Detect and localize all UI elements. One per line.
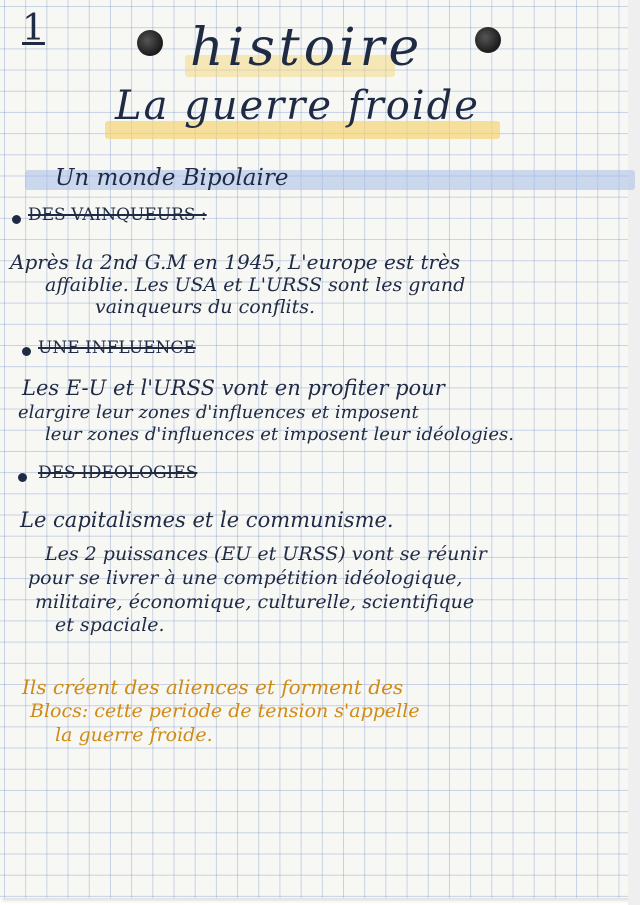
conclusion-line-3: la guerre froide. — [55, 724, 213, 746]
conclusion-line-1: Ils créent des aliences et forment des — [22, 675, 404, 699]
section-3-line-4: militaire, économique, culturelle, scientifique — [35, 591, 475, 613]
section-heading-2: UNE INFLUENCE — [38, 338, 196, 358]
bullet-3 — [18, 473, 27, 482]
section-heading-3: DES IDEOLOGIES — [38, 463, 198, 483]
section-3-line-2: Les 2 puissances (EU et URSS) vont se réunir — [45, 543, 487, 565]
page-title: La guerre froide — [115, 83, 480, 129]
section-1-line-3: vainqueurs du conflits. — [95, 296, 316, 318]
section-1-line-1: Après la 2nd G.M en 1945, L'europe est très — [10, 250, 461, 274]
bullet-2 — [22, 347, 31, 356]
section-1-line-2: affaiblie. Les USA et L'URSS sont les grand — [45, 274, 466, 296]
subject-heading: histoire — [190, 18, 424, 78]
subtitle: Un monde Bipolaire — [55, 165, 289, 191]
punch-hole-right — [475, 27, 501, 53]
bullet-1 — [12, 215, 21, 224]
page-number: 1 — [22, 8, 45, 49]
section-2-line-2: elargire leur zones d'influences et imposent — [18, 402, 419, 423]
section-2-line-3: leur zones d'influences et imposent leur idéologies. — [45, 424, 515, 445]
section-heading-1: DES VAINQUEURS : — [28, 205, 207, 225]
section-3-line-5: et spaciale. — [55, 614, 165, 636]
punch-hole-left — [137, 30, 163, 56]
section-3-line-3: pour se livrer à une compétition idéologique, — [28, 567, 463, 589]
conclusion-line-2: Blocs: cette periode de tension s'appelle — [30, 700, 420, 722]
section-3-line-1: Le capitalismes et le communisme. — [20, 508, 394, 532]
section-2-line-1: Les E-U et l'URSS vont en profiter pour — [22, 376, 445, 400]
page-edge — [628, 0, 640, 905]
